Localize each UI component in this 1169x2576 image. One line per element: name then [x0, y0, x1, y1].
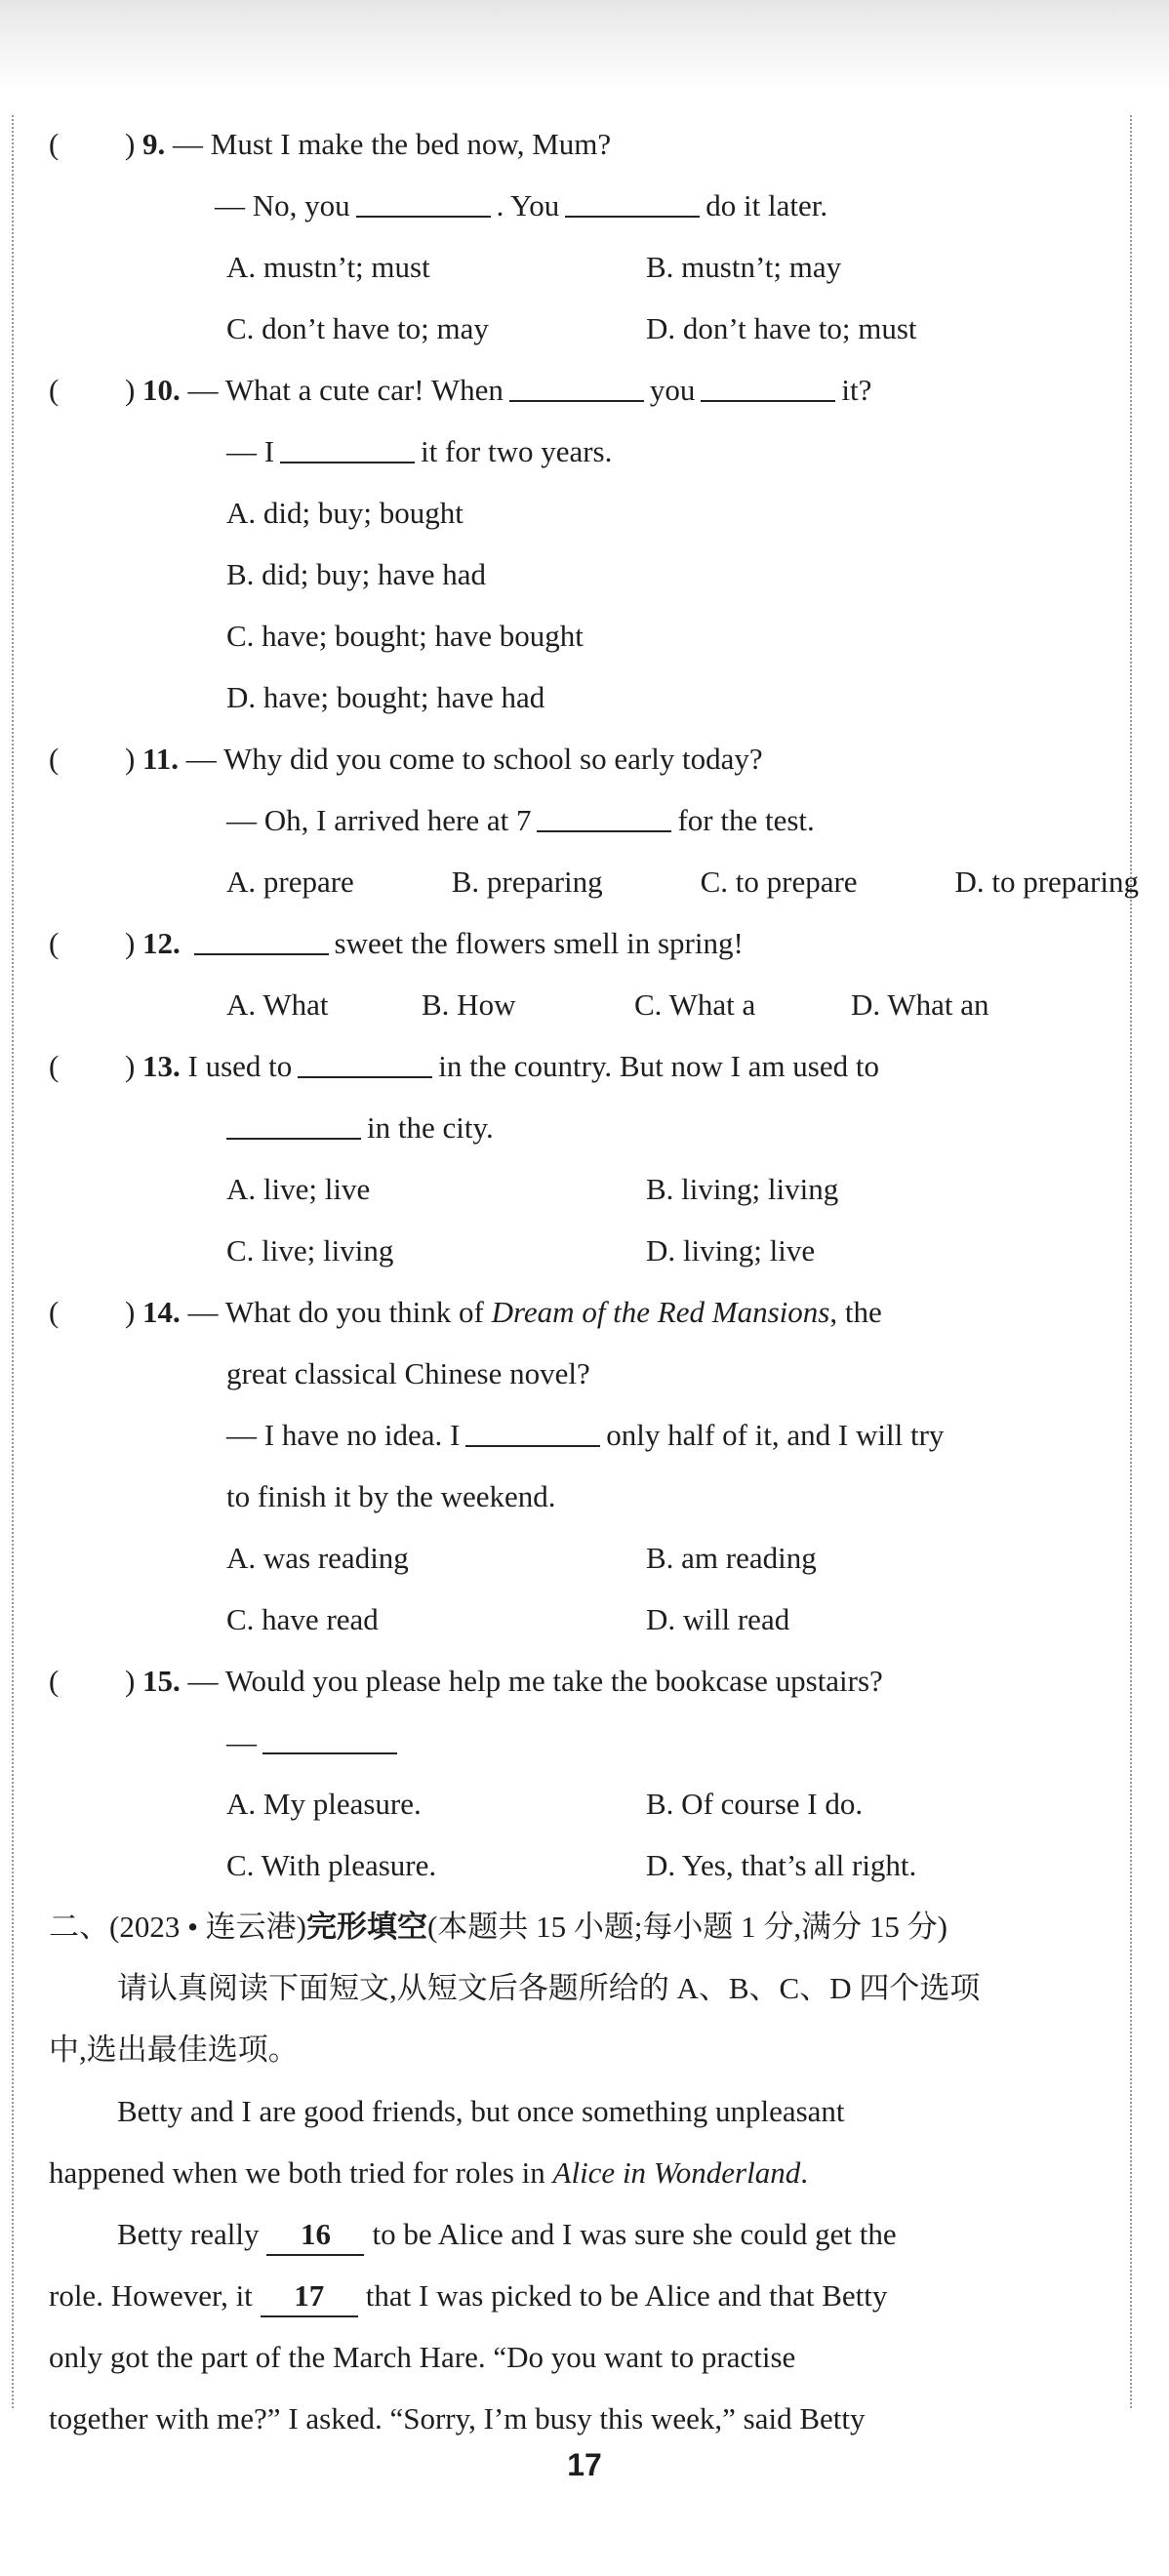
section-note: (本题共 15 小题;每小题 1 分,满分 15 分)	[427, 1910, 948, 1944]
question-number: 13.	[142, 1049, 181, 1083]
top-shading	[0, 0, 1169, 90]
question-text: — Would you please help me take the bookcase upstairs?	[187, 1664, 883, 1698]
question-number: 10.	[142, 373, 181, 407]
question-text: — Must I make the bed now, Mum?	[173, 127, 612, 161]
question-text: I used to	[187, 1049, 293, 1083]
answer-blank	[465, 1422, 600, 1447]
option-b: B. How	[422, 987, 516, 1022]
answer-blank	[226, 1114, 361, 1140]
cloze-gap-16[interactable]: 16	[266, 2215, 364, 2256]
reply-text: —	[226, 1725, 257, 1759]
right-margin-rule	[1130, 115, 1132, 2408]
passage-line	[49, 2080, 1098, 2142]
section-prefix: 二、(2023 • 连云港)	[49, 1910, 306, 1944]
left-margin-rule	[12, 115, 14, 2408]
passage-text: .	[800, 2155, 808, 2190]
option-d: D. living; live	[646, 1233, 816, 1268]
passage-line: only got the part of the March Hare. “Do you want to practise	[49, 2340, 796, 2374]
option-d: D. will read	[646, 1602, 790, 1636]
reply-text: only half of it, and I will try	[606, 1418, 945, 1452]
question-text: in the country. But now I am used to	[438, 1049, 879, 1083]
option-d: D. don’t have to; must	[646, 311, 917, 345]
passage-text: role. However, it	[49, 2278, 253, 2313]
answer-bracket[interactable]: ( )	[49, 1049, 136, 1083]
question-text: great classical Chinese novel?	[226, 1356, 590, 1390]
option-d: D. have; bought; have had	[226, 680, 545, 714]
option-a: A. live; live	[226, 1172, 371, 1206]
reply-text: it for two years.	[421, 434, 613, 468]
answer-blank	[298, 1053, 432, 1078]
option-c: C. live; living	[226, 1233, 394, 1268]
passage-line: together with me?” I asked. “Sorry, I’m busy this week,” said Betty	[49, 2401, 866, 2435]
instruction-text: 中,选出最佳选项。	[49, 2033, 299, 2067]
section-title: 完形填空	[306, 1910, 427, 1944]
answer-blank	[509, 377, 644, 402]
option-b: B. am reading	[646, 1541, 817, 1575]
option-b: B. living; living	[646, 1172, 839, 1206]
question-text: it?	[841, 373, 872, 407]
answer-bracket[interactable]: ( )	[49, 1664, 136, 1698]
question-text: — What do you think of	[187, 1295, 484, 1329]
question-text: — Why did you come to school so early today?	[185, 742, 763, 776]
option-a: A. My pleasure.	[226, 1787, 422, 1821]
option-a: A. prepare	[226, 865, 354, 899]
reply-text: for the test.	[677, 803, 815, 837]
passage-line	[49, 2142, 1098, 2203]
option-c: C. What a	[634, 987, 756, 1022]
instruction-text: 请认真阅读下面短文,从短文后各题所给的 A、B、C、D 四个选项	[117, 1971, 981, 2005]
reply-text: do it later.	[705, 188, 828, 222]
answer-bracket[interactable]: ( )	[49, 926, 136, 960]
option-d: D. Yes, that’s all right.	[646, 1848, 917, 1882]
question-number: 15.	[142, 1664, 181, 1698]
answer-blank	[262, 1729, 397, 1754]
reply-text: to finish it by the weekend.	[226, 1479, 556, 1513]
question-text: you	[649, 373, 696, 407]
question-15	[49, 1650, 1098, 1896]
reply-text: — Oh, I arrived here at 7	[226, 803, 532, 837]
option-c: C. With pleasure.	[226, 1848, 437, 1882]
answer-blank	[356, 192, 491, 218]
passage-text: to be Alice and I was sure she could get the	[372, 2217, 897, 2251]
answer-blank	[701, 377, 835, 402]
passage-text: that I was picked to be Alice and that Betty	[365, 2278, 888, 2313]
answer-bracket[interactable]: ( )	[49, 127, 136, 161]
question-text: — What a cute car! When	[187, 373, 504, 407]
question-10	[49, 359, 1098, 728]
option-d: D. to preparing	[954, 865, 1139, 899]
answer-blank	[565, 192, 700, 218]
option-c: C. have; bought; have bought	[226, 619, 584, 653]
option-a: A. was reading	[226, 1541, 409, 1575]
question-12	[49, 912, 1098, 1035]
reply-text: . You	[496, 188, 560, 222]
question-11	[49, 728, 1139, 912]
option-b: B. preparing	[451, 865, 603, 899]
question-13	[49, 1035, 1098, 1281]
answer-bracket[interactable]: ( )	[49, 1295, 136, 1329]
option-a: A. mustn’t; must	[226, 250, 430, 284]
passage-line	[49, 2203, 1098, 2265]
option-d: D. What an	[851, 987, 989, 1022]
question-text: sweet the flowers smell in spring!	[334, 926, 744, 960]
passage-text: Betty really	[117, 2217, 260, 2251]
page-number: 17	[567, 2447, 602, 2482]
option-c: C. have read	[226, 1602, 379, 1636]
answer-blank	[194, 930, 329, 955]
option-c: C. to prepare	[700, 865, 858, 899]
play-title: Alice in Wonderland	[552, 2155, 801, 2190]
question-9	[49, 113, 1098, 359]
passage-text: Betty and I are good friends, but once something unpleasant	[117, 2094, 845, 2128]
reply-text: — No, you	[215, 188, 350, 222]
option-c: C. don’t have to; may	[226, 311, 489, 345]
answer-blank	[280, 438, 415, 463]
passage-line	[49, 2265, 1098, 2326]
option-b: B. did; buy; have had	[226, 557, 487, 591]
option-b: B. Of course I do.	[646, 1787, 864, 1821]
passage-text: happened when we both tried for roles in	[49, 2155, 545, 2190]
question-number: 9.	[142, 127, 166, 161]
option-a: A. did; buy; bought	[226, 496, 464, 530]
book-title: Dream of the Red Mansions	[491, 1295, 830, 1329]
answer-blank	[537, 807, 671, 832]
answer-bracket[interactable]: ( )	[49, 742, 136, 776]
question-14	[49, 1281, 1098, 1650]
reply-text: — I	[226, 434, 275, 468]
cloze-gap-17[interactable]: 17	[261, 2276, 358, 2317]
question-number: 12.	[142, 926, 181, 960]
option-a: A. What	[226, 987, 329, 1022]
question-text: , the	[829, 1295, 882, 1329]
option-b: B. mustn’t; may	[646, 250, 842, 284]
answer-bracket[interactable]: ( )	[49, 373, 136, 407]
question-text: in the city.	[367, 1110, 494, 1145]
question-number: 11.	[142, 742, 180, 776]
worksheet-content	[49, 113, 1139, 2449]
question-number: 14.	[142, 1295, 181, 1329]
reply-text: — I have no idea. I	[226, 1418, 461, 1452]
section-2-heading	[49, 1896, 1098, 1957]
